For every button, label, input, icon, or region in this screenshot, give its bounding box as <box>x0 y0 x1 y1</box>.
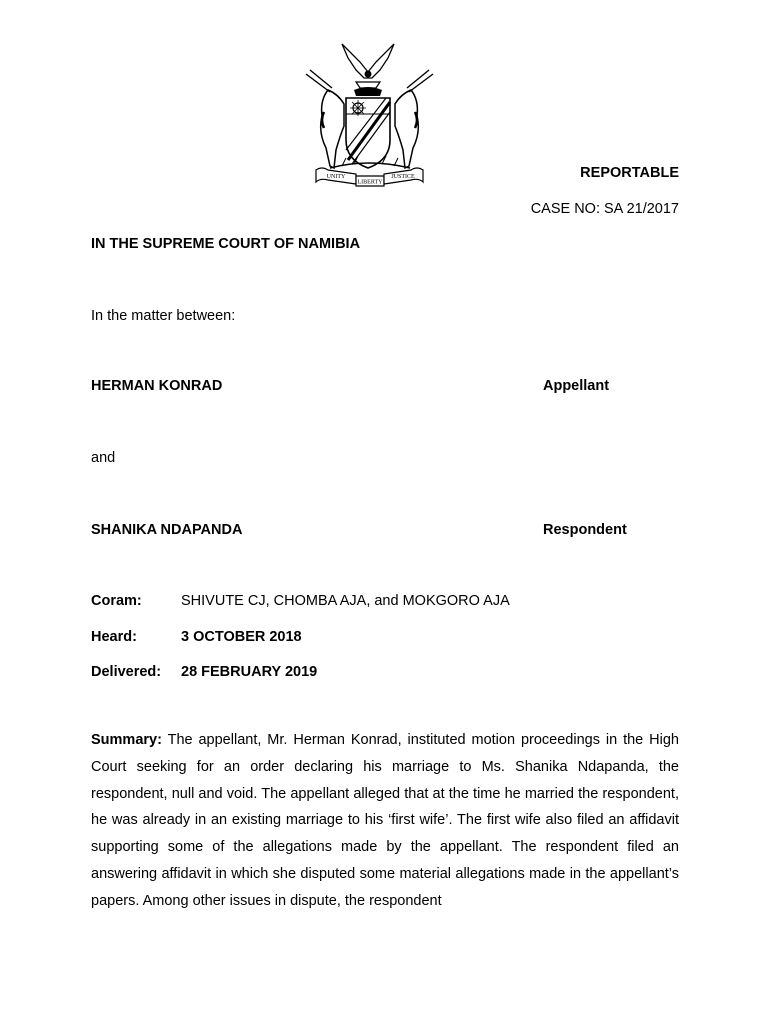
matter-intro: In the matter between: <box>91 308 236 324</box>
delivered-label: Delivered: <box>91 664 162 680</box>
heard-label: Heard: <box>91 629 137 645</box>
coram-label: Coram: <box>91 593 142 609</box>
summary-paragraph <box>91 727 679 915</box>
reportable-label: REPORTABLE <box>580 165 679 181</box>
heard-value: 3 OCTOBER 2018 <box>181 629 302 645</box>
summary-label: Summary: <box>91 732 162 748</box>
respondent-name: SHANIKA NDAPANDA <box>91 522 243 538</box>
summary-text: The appellant, Mr. Herman Konrad, instituted motion proceedings in the High Court seeking for an order declaring his marriage to Ms. Shanika Ndapanda, the respondent, null and void. The appellant alleged that at the time he married the respondent, he was already in an existing marriage to his ‘first wife’. The first wife also filed an affidavit supporting some of the allegations made by the appellant. The respondent filed an answering affidavit in which she disputed some material allegations made in the appellant’s papers. Among other issues in dispute, the respondent <box>91 732 679 909</box>
appellant-name: HERMAN KONRAD <box>91 378 223 394</box>
party-conjunction: and <box>91 450 116 466</box>
delivered-value: 28 FEBRUARY 2019 <box>181 664 318 680</box>
motto-unity: UNITY <box>326 174 346 180</box>
case-number: CASE NO: SA 21/2017 <box>530 201 679 217</box>
court-heading: IN THE SUPREME COURT OF NAMIBIA <box>91 236 361 252</box>
appellant-role: Appellant <box>543 378 610 394</box>
motto-justice: JUSTICE <box>391 174 415 180</box>
namibia-coat-of-arms-icon <box>302 40 437 190</box>
coat-of-arms <box>302 40 437 190</box>
coram-value: SHIVUTE CJ, CHOMBA AJA, and MOKGORO AJA <box>181 593 510 609</box>
motto-liberty: LIBERTY <box>357 179 383 186</box>
respondent-role: Respondent <box>543 522 627 538</box>
